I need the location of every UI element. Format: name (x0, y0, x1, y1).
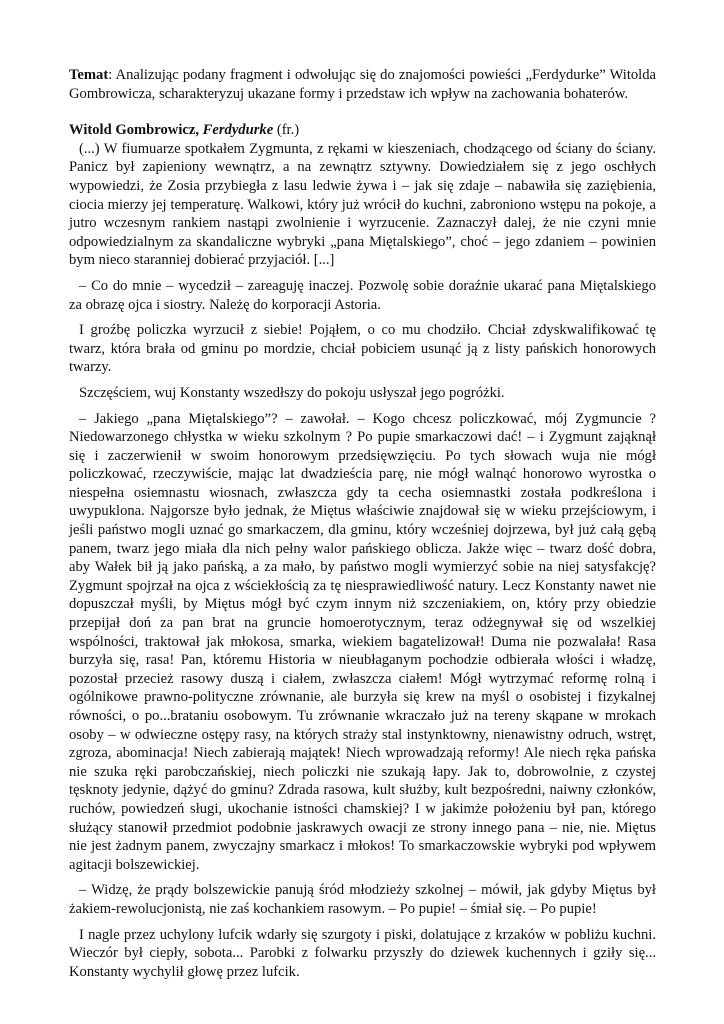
paragraph-4: Szczęściem, wuj Konstanty wszedłszy do pokoju usłyszał jego pogróżki. (79, 384, 505, 401)
topic-text: : Analizując podany fragment i odwołując się do znajomości powieści „Ferdydurke” Witolda Gombrowicza, scharakteryzuj ukazane formy i przedstaw ich wpływ na zachowania bohaterów. (69, 67, 656, 102)
paragraph-7: I nagle przez uchylony lufcik wdarły się szurgoty i piski, dolatujące z krzaków w pobliżu kuchni. Wieczór był ciepły, sobota... Parobki z folwarku przyszły do dziewek kuchennych i gziły się... Konstanty wychylił głowę przez lufcik. (69, 926, 656, 980)
heading-suffix: (fr.) (273, 122, 300, 139)
paragraph-6: – Widzę, że prądy bolszewickie panują śród młodzieży szkolnej – mówił, jak gdyby Miętus był żakiem-rewolucjonistą, nie zaś kochankiem rasowym. – Po pupie! – śmiał się. – Po pupie! (69, 882, 656, 917)
document-page (69, 66, 656, 988)
excerpt-heading (69, 121, 656, 140)
paragraph-5: – Jakiego „pana Miętalskiego”? – zawołał. – Kogo chcesz policzkować, mój Zygmuncie ? Niedowarzonego chłystka w wieku szkolnym ? Po pupie smarkaczowi dać! – i Zygmunt zająknął się i zaczerwienił w swoim honorowym przedsięwzięciu. Po tych słowach wuja nie mógł policzkować, rzeczywiście, mając lat dwadzieścia parę, nie mógł walnąć honorowo wyrostka o niespełna osiemnastu wiosnach, zwłaszcza gdy ta cecha osiemnastki została podkreślona i uwypuklona. Najgorsze było jednak, że Miętus właściwie znajdował się w wieku przejściowym, i jeśli państwo mogli uznać go smarkaczem, dla gminu, który wcześniej dojrzewa, był już całą gębą panem, twarz jego miała dla nich pełny walor pańskiego oblicza. Jakże więc – twarz dość dobra, aby Wałek bił ją jako pańską, a za mało, by państwo mogli wymierzyć sobie na niej satysfakcję? Zygmunt spojrzał na ojca z wściekłością za tę niesprawiedliwość natury. Lecz Konstanty nawet nie dopuszczał myśli, by Miętus mógł być czym innym niż szczeniakiem, on, który przy obiedzie przepijał doń za pan brat na gruncie homoerotycznym, teraz odżegnywał się od wszelkiej wspólności, traktował jak młokosa, smarka, wiekiem bagatelizował! Duma nie pozwalała! Rasa burzyła się, rasa! Pan, któremu Historia w nieubłaganym pochodzie odbierała włości i władzę, pozostał przecież rasowy duszą i ciałem, zwłaszcza ciałem! Mógł wytrzymać reformę rolną i ogólnikowe prawno-polityczne zrównanie, ale burzyła się krew na myśl o osobistej i fizykalnej równości, o po...brataniu osobowym. Tu zrównanie wkraczało już na tereny skąpane w mrokach osoby – w odwieczne ostępy rasy, na których straży stal instynktowny, nienawistny odruch, wstręt, zgroza, abominacja! Niech zabierają majątek! Niech wprowadzają reformy! Ale niech ręka pańska nie szuka ręki parobczańskiej, niech policzki nie szukają łapy. Jak to, dobrowolnie, z czystej tęsknoty jedynie, dążyć do gminu? Zdrada rasowa, kult służby, kult bezpośredni, naiwny członków, ruchów, powiedzeń sługi, ukochanie istności chamskiej? I w jakimże położeniu był pan, którego służący stanowił przedmiot podobnie jaskrawych owacji ze strony innego pana – nie, nie. Miętus nie jest żadnym panem, zwyczajny smarkacz i młokos! To smarkaczowskie wybryki pod wpływem agitacji bolszewickiej. (69, 410, 656, 873)
work-title: Ferdydurke (202, 122, 274, 139)
topic-label: Temat (69, 67, 109, 83)
topic-line (69, 66, 656, 103)
paragraph-1: (...) W fiumuarze spotkałem Zygmunta, z rękami w kieszeniach, chodzącego od ściany do ściany. Panicz był zapieniony wewnątrz, a na zewnątrz sztywny. Dowiedziałem się z jego oschłych wypowiedzi, że Zosia przybiegła z lasu ledwie żywa i – jak się zdaje – nabawiła się zaziębienia, ciocia mierzy jej temperaturę. Walkowi, który już wrócił do kuchni, zabroniono wstępu na pokoje, a jutro wczesnym rankiem nastąpi zwolnienie i wyrzucenie. Zaznaczył dalej, że nie czyni mnie odpowiedzialnym za skandaliczne wybryki „pana Miętalskiego”, choć – jego zdaniem – powinien bym nieco staranniej dobierać przyjaciół. [...] (69, 140, 656, 269)
paragraph-2: – Co do mnie – wycedził – zareaguję inaczej. Pozwolę sobie doraźnie ukarać pana Miętalskiego za obrazę ojca i siostry. Należę do korporacji Astoria. (69, 277, 656, 313)
author-name: Witold Gombrowicz, (69, 122, 203, 139)
paragraph-3: I groźbę policzka wyrzucił z siebie! Pojąłem, o co mu chodziło. Chciał zdyskwalifikować tę twarz, która brała od gminu po mordzie, chciał pobiciem usunąć ją z listy pańskich honorowych twarzy. (69, 322, 656, 376)
